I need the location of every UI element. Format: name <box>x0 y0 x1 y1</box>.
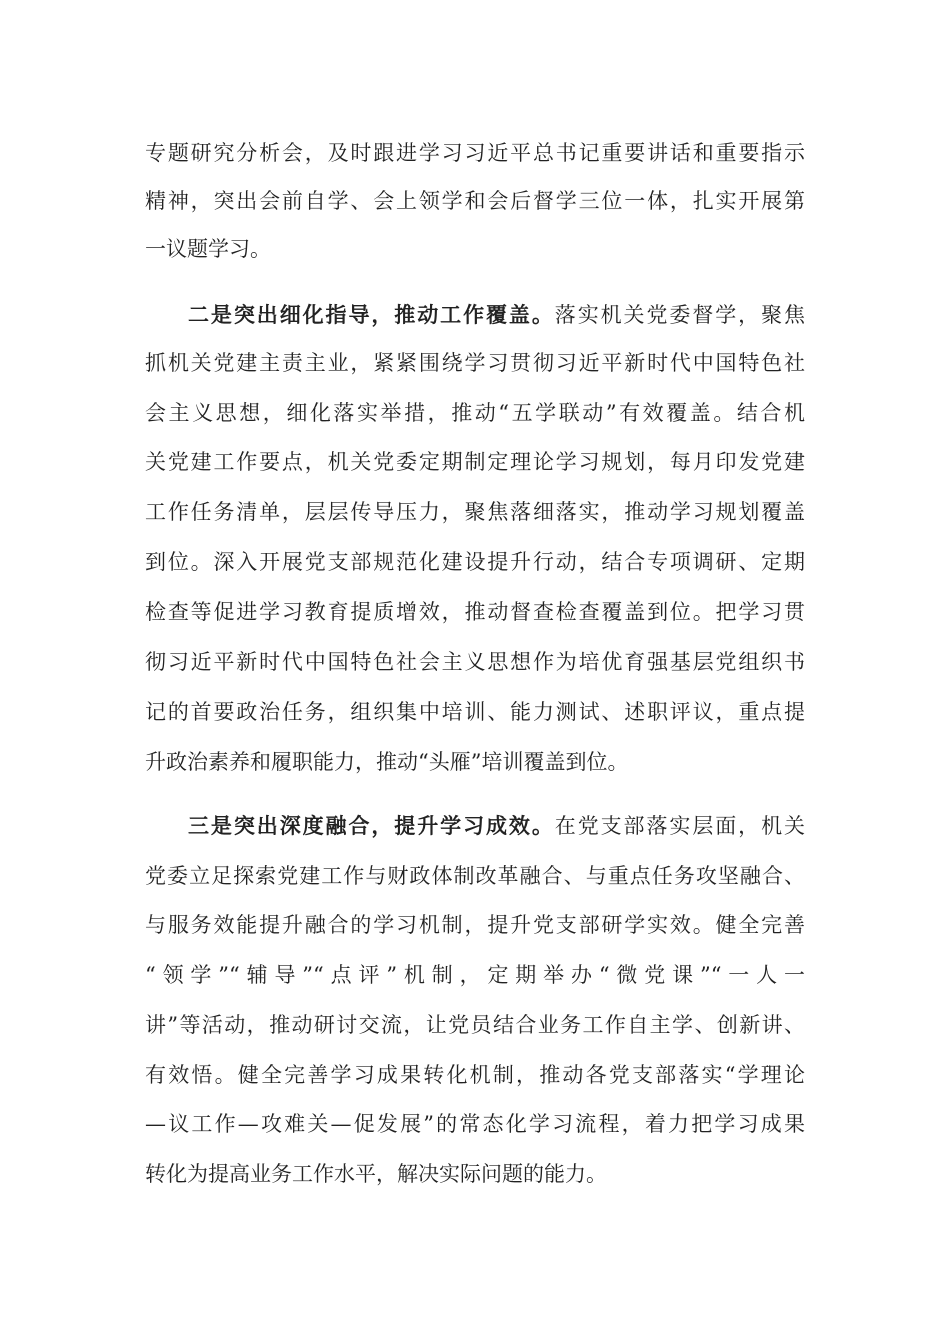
paragraph-3-lead: 三是突出深度融合，提升学习成效。 <box>188 813 555 838</box>
paragraph-2-line-5: 工作任务清单，层层传导压力，聚焦落细落实，推动学习规划覆盖 <box>145 500 805 524</box>
paragraph-3-line-3: 与服务效能提升融合的学习机制，提升党支部研学实效。健全完善 <box>145 913 805 937</box>
paragraph-3-line-8: 转化为提高业务工作水平，解决实际问题的能力。 <box>145 1162 607 1186</box>
paragraph-2-line-1-text: 落实机关党委督学，聚焦 <box>554 303 806 327</box>
paragraph-1-line-3: 一议题学习。 <box>145 237 271 261</box>
paragraph-3-line-6: 有效悟。健全完善学习成果转化机制，推动各党支部落实“学理论 <box>145 1063 805 1087</box>
paragraph-1-line-2: 精神，突出会前自学、会上领学和会后督学三位一体，扎实开展第 <box>145 189 805 213</box>
paragraph-2-line-3: 会主义思想，细化落实举措，推动“五学联动”有效覆盖。结合机 <box>145 401 805 425</box>
paragraph-3-line-7: —议工作—攻难关—促发展”的常态化学习流程，着力把学习成果 <box>145 1112 805 1136</box>
paragraph-2-line-9: 记的首要政治任务，组织集中培训、能力测试、述职评议，重点提 <box>145 700 805 724</box>
paragraph-2-lead: 二是突出细化指导，推动工作覆盖。 <box>188 302 555 327</box>
paragraph-2-line-7: 检查等促进学习教育提质增效，推动督查检查覆盖到位。把学习贯 <box>145 600 805 624</box>
paragraph-2-line-4: 关党建工作要点，机关党委定期制定理论学习规划，每月印发党建 <box>145 450 805 474</box>
paragraph-2-line-6: 到位。深入开展党支部规范化建设提升行动，结合专项调研、定期 <box>145 550 805 574</box>
paragraph-1-line-1: 专题研究分析会，及时跟进学习习近平总书记重要讲话和重要指示 <box>145 141 805 165</box>
paragraph-2-line-10: 升政治素养和履职能力，推动“头雁”培训覆盖到位。 <box>145 750 629 774</box>
paragraph-2-line-2: 抓机关党建主责主业，紧紧围绕学习贯彻习近平新时代中国特色社 <box>145 351 805 375</box>
paragraph-2-line-1 <box>188 300 805 330</box>
paragraph-3-line-1-text: 在党支部落实层面，机关 <box>554 814 806 838</box>
paragraph-3-line-5: 讲”等活动，推动研讨交流，让党员结合业务工作自主学、创新讲、 <box>145 1013 805 1037</box>
paragraph-3-line-4: “领学”“辅导”“点评”机制，定期举办“微党课”“一人一 <box>145 963 805 987</box>
paragraph-2-line-8: 彻习近平新时代中国特色社会主义思想作为培优育强基层党组织书 <box>145 650 805 674</box>
paragraph-3-line-1 <box>188 811 805 841</box>
paragraph-3-line-2: 党委立足探索党建工作与财政体制改革融合、与重点任务攻坚融合、 <box>145 864 805 888</box>
